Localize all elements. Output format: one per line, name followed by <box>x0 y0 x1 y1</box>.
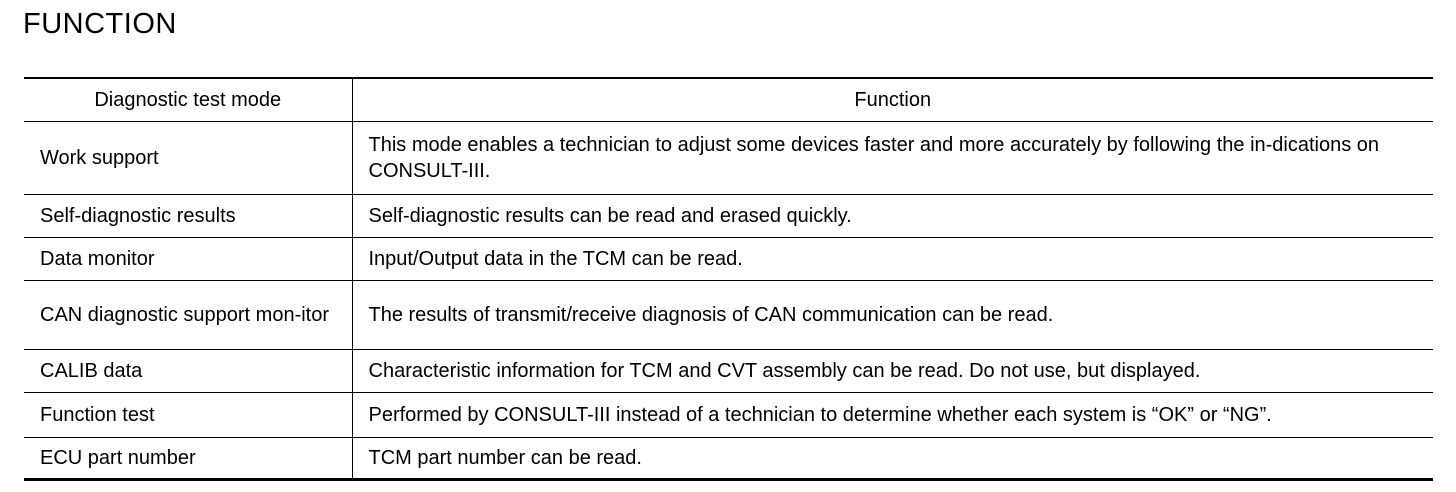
table-row <box>24 122 1433 195</box>
table-row <box>24 238 1433 281</box>
header-function: Function <box>352 78 1433 122</box>
row-mode-cell: CALIB data <box>24 350 352 393</box>
row-function-cell: Input/Output data in the TCM can be read. <box>352 238 1433 281</box>
row-function-cell: Performed by CONSULT-III instead of a technician to determine whether each system is “OK” or “NG”. <box>352 393 1433 438</box>
row-mode-cell: Work support <box>24 122 352 195</box>
row-mode-cell: ECU part number <box>24 438 352 480</box>
table-header-row <box>24 78 1433 122</box>
table-row <box>24 393 1433 438</box>
table-row <box>24 350 1433 393</box>
row-mode-cell: Data monitor <box>24 238 352 281</box>
row-function-cell: Characteristic information for TCM and CVT assembly can be read. Do not use, but displayed. <box>352 350 1433 393</box>
header-diagnostic-test-mode: Diagnostic test mode <box>24 78 352 122</box>
table-row <box>24 438 1433 480</box>
row-function-cell: TCM part number can be read. <box>352 438 1433 480</box>
row-mode-cell: Function test <box>24 393 352 438</box>
table-row <box>24 195 1433 238</box>
row-function-cell: The results of transmit/receive diagnosis of CAN communication can be read. <box>352 281 1433 350</box>
function-table <box>24 77 1433 481</box>
row-function-cell: This mode enables a technician to adjust some devices faster and more accurately by following the in-dications on CONSULT-III. <box>352 122 1433 195</box>
row-function-cell: Self-diagnostic results can be read and erased quickly. <box>352 195 1433 238</box>
row-mode-cell: CAN diagnostic support mon-itor <box>24 281 352 350</box>
page-heading: FUNCTION <box>23 8 177 40</box>
table-row <box>24 281 1433 350</box>
row-mode-cell: Self-diagnostic results <box>24 195 352 238</box>
